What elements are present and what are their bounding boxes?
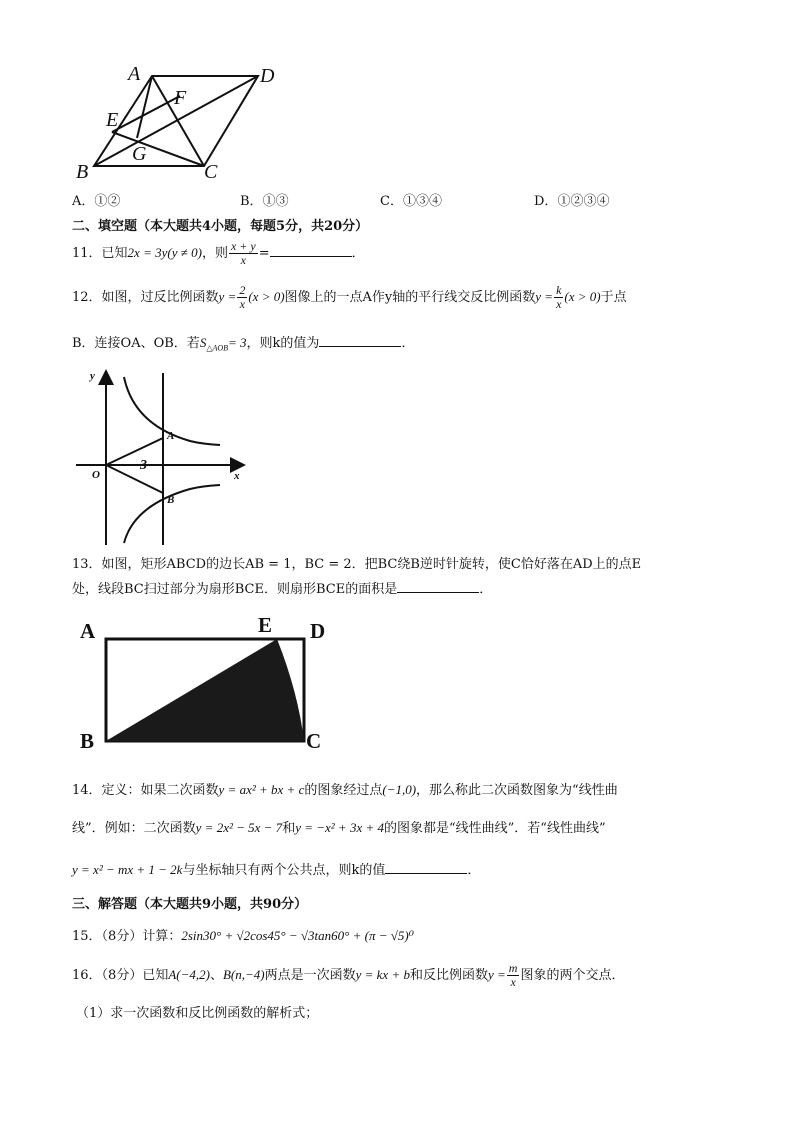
q12-f1-denominator: x [239,297,245,311]
q12-answer-blank[interactable] [319,334,401,347]
q14-target-curve: y = x² − mx + 1 − 2k [72,862,183,877]
q14-line1-b: 的图象经过点 [304,783,383,798]
q14-line1-a: 14．定义：如果二次函数 [72,783,219,798]
q16-tail: 图象的两个交点． [520,968,625,983]
label-E: E [106,109,119,131]
q12-mid: 图像上的一点A作y轴的平行线交反比例函数 [284,290,536,305]
hyperbola-figure [72,365,252,547]
option-text: ①③④ [402,194,442,209]
q14-answer-blank[interactable] [385,861,467,874]
q12-area-value: = 3 [228,335,247,350]
q12-tail: 于点 [600,290,627,305]
axis-label-y: y [90,370,95,382]
q11-mid: ，则 [201,246,228,261]
q11-prefix: 11．已知 [72,246,128,261]
q12-f1-numerator: 2 [239,283,246,297]
q16-inverse-denominator: x [510,975,516,989]
origin-label: O [92,469,100,481]
option-letter: A． [72,194,95,209]
q14-line1-c: ，那么称此二次函数图象为“线性曲 [416,783,618,798]
label-A: A [128,63,141,85]
q12-line2-prefix: B．连接OA、OB．若 [72,336,200,351]
option-d[interactable] [534,190,609,209]
q16-point-a: A(−4,2) [168,967,210,982]
parallelogram-figure [72,60,292,185]
q12-f2-fraction [554,284,563,311]
q14-line2-c: 的图象都是“线性曲线”．若“线性曲线” [384,821,606,836]
q14-line2-b: 和 [282,821,296,836]
q14-point: (−1,0) [382,782,417,797]
section3-heading: 三、解答题（本大题共9小题，共90分） [72,897,308,912]
question-12-line2: B．连接OA、OB．若$S_{\triangle AOB}= 3$，则k的值为 ． [72,335,415,353]
q11-equals: = [258,246,270,261]
q11-denominator: x [240,253,246,267]
question-14-line1 [72,779,618,798]
rectangle-sector-figure [72,606,342,756]
question-13-line1: 13．如图，矩形ABCD的边长AB = 1，BC = 2．把BC绕B逆时针旋转，使C恰好落在AD上的点E [72,557,642,572]
rect-label-d: D [310,619,326,643]
option-text: ①②③④ [557,194,610,209]
q16-prefix: 16．（8分）已知 [72,968,169,983]
option-a[interactable] [72,190,120,209]
q12-area-symbol: S [199,335,207,350]
q16-inverse-fraction [507,962,520,989]
label-B: B [76,161,89,183]
question-16-part1: （1）求一次函数和反比例函数的解析式； [76,1006,319,1021]
q14-example2: y = −x² + 3x + 4 [295,820,385,835]
option-letter: D． [534,194,558,209]
question-14-line3: y = x² − mx + 1 − 2k与坐标轴只有两个公共点，则k的值 ． [72,862,481,878]
q15-prefix: 15．（8分）计算： [72,929,182,944]
q11-equation: 2x = 3y(y ≠ 0) [127,245,202,260]
q11-fraction [229,240,258,267]
q12-f1-fraction [237,284,247,311]
option-letter: C． [380,194,403,209]
q14-line2-a: 线”．例如：二次函数 [72,821,196,836]
q16-point-b: B(n,−4) [222,967,265,982]
q12-line2-mid: ，则k的值为 [246,336,320,351]
rect-label-a: A [80,619,96,643]
q12-f2-lhs: y = [535,289,554,304]
section2-heading: 二、填空题（本大题共4小题，每题5分，共20分） [72,219,369,234]
q11-numerator: x + y [230,239,256,253]
q11-answer-blank[interactable] [270,244,352,257]
q12-f2-numerator: k [556,283,562,297]
q12-prefix: 12．如图，过反比例函数 [72,290,219,305]
question-15 [72,925,414,944]
q13-line2-text: 处，线段BC扫过部分为扇形BCE．则扇形BCE的面积是 [72,582,398,597]
rect-label-e: E [258,613,273,637]
q15-expression: 2sin30° + √2cos45° − √3tan60° + (π − √5)⁰ [181,928,414,943]
point-label-a: A [167,430,175,442]
label-F: F [174,87,187,109]
question-11: 11．已知2x = 3y(y ≠ 0)，则 $\frac{x + y}{x}$ = ． [72,239,365,267]
q14-quadratic: y = ax² + bx + c [218,782,305,797]
area-label-3: 3 [140,458,147,473]
q12-f1-condition: (x > 0) [248,289,285,304]
rect-label-c: C [306,729,322,753]
q14-example1: y = 2x² − 5x − 7 [195,820,283,835]
q12-f2-condition: (x > 0) [564,289,601,304]
option-text: ①③ [262,194,289,209]
option-c[interactable] [380,190,442,209]
q12-f1-lhs: y = [218,289,237,304]
q16-inverse-lhs: y = [487,967,506,982]
q16-linear: y = kx + b [355,967,410,982]
option-letter: B． [240,194,263,209]
q16-and: 和反比例函数 [409,968,488,983]
q14-line3-a: 与坐标轴只有两个公共点，则k的值 [182,863,386,878]
q16-inverse-numerator: m [508,961,518,975]
question-16 [72,962,624,989]
q13-answer-blank[interactable] [397,580,479,593]
question-14-line2 [72,817,606,836]
q16-mid: 两点是一次函数 [264,968,356,983]
label-D: D [260,65,275,87]
q12-f2-denominator: x [556,297,562,311]
axis-label-x: x [234,470,240,482]
question-12-line1 [72,284,627,311]
q16-separator: 、 [209,968,223,983]
rect-label-b: B [80,729,95,753]
option-text: ①② [94,194,121,209]
label-C: C [204,161,218,183]
point-label-b: B [167,494,175,506]
question-13-line2: 处，线段BC扫过部分为扇形BCE．则扇形BCE的面积是 ． [72,582,493,597]
q12-area-subscript: △AOB [206,343,229,353]
option-b[interactable] [240,190,289,209]
label-G: G [132,143,147,165]
